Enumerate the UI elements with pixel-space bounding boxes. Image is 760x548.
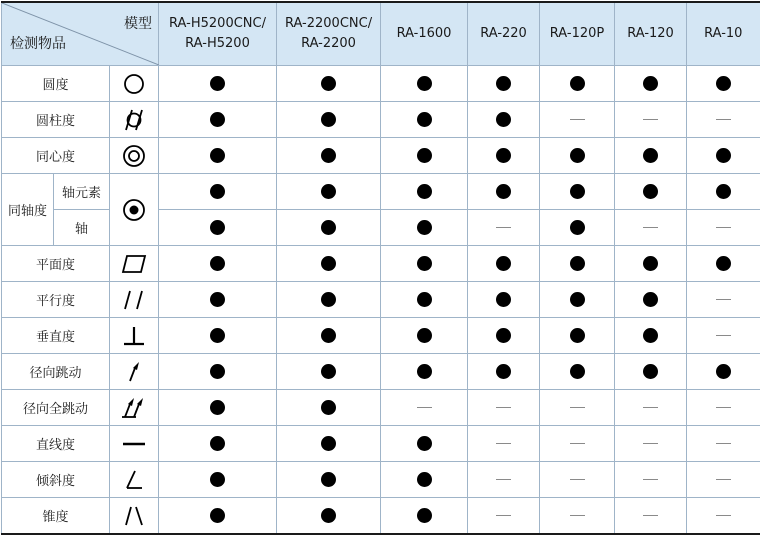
item-label: 径向全跳动 — [2, 390, 110, 426]
value-cell — [540, 138, 615, 174]
value-cell — [615, 318, 687, 354]
value-cell — [687, 102, 760, 138]
supported-dot — [210, 148, 225, 163]
header-row — [2, 2, 760, 66]
value-cell — [540, 174, 615, 210]
value-cell — [277, 354, 381, 390]
supported-dot — [210, 400, 225, 415]
value-cell — [687, 282, 760, 318]
table-row — [2, 66, 760, 102]
supported-dot — [496, 364, 511, 379]
model-header: RA-10 — [687, 2, 760, 66]
value-cell — [468, 282, 540, 318]
value-cell — [277, 66, 381, 102]
model-header: RA-220 — [468, 2, 540, 66]
circularity-icon — [110, 66, 159, 102]
value-cell — [468, 498, 540, 535]
value-cell — [381, 498, 468, 535]
not-supported-dash — [570, 515, 585, 516]
value-cell — [381, 318, 468, 354]
supported-dot — [321, 148, 336, 163]
model-header — [277, 2, 381, 66]
value-cell — [540, 318, 615, 354]
supported-dot — [496, 328, 511, 343]
value-cell — [615, 66, 687, 102]
not-supported-dash — [496, 479, 511, 480]
not-supported-dash — [643, 443, 658, 444]
value-cell — [159, 462, 277, 498]
supported-dot — [496, 112, 511, 127]
value-cell — [687, 246, 760, 282]
value-cell — [277, 210, 381, 246]
value-cell — [615, 102, 687, 138]
not-supported-dash — [716, 515, 731, 516]
supported-dot — [321, 364, 336, 379]
not-supported-dash — [716, 407, 731, 408]
supported-dot — [210, 292, 225, 307]
not-supported-dash — [716, 443, 731, 444]
supported-dot — [643, 292, 658, 307]
value-cell — [277, 246, 381, 282]
model-name: RA-H5200CNC/ — [169, 16, 266, 31]
value-cell — [468, 174, 540, 210]
supported-dot — [570, 220, 585, 235]
not-supported-dash — [496, 443, 511, 444]
supported-dot — [496, 292, 511, 307]
value-cell — [687, 462, 760, 498]
supported-dot — [321, 76, 336, 91]
supported-dot — [496, 184, 511, 199]
value-cell — [615, 498, 687, 535]
value-cell — [277, 102, 381, 138]
table-row — [2, 498, 760, 535]
value-cell — [381, 174, 468, 210]
supported-dot — [496, 256, 511, 271]
supported-dot — [321, 436, 336, 451]
supported-dot — [417, 256, 432, 271]
value-cell — [468, 246, 540, 282]
supported-dot — [570, 364, 585, 379]
value-cell — [159, 138, 277, 174]
supported-dot — [321, 112, 336, 127]
value-cell — [159, 426, 277, 462]
supported-dot — [417, 184, 432, 199]
value-cell — [687, 498, 760, 535]
table-row — [2, 354, 760, 390]
not-supported-dash — [716, 299, 731, 300]
value-cell — [615, 354, 687, 390]
value-cell — [381, 390, 468, 426]
value-cell — [468, 354, 540, 390]
supported-dot — [417, 148, 432, 163]
value-cell — [687, 390, 760, 426]
coaxiality-icon — [110, 174, 159, 246]
supported-dot — [716, 256, 731, 271]
supported-dot — [570, 148, 585, 163]
value-cell — [687, 66, 760, 102]
value-cell — [468, 210, 540, 246]
value-cell — [615, 462, 687, 498]
not-supported-dash — [496, 407, 511, 408]
not-supported-dash — [570, 443, 585, 444]
supported-dot — [417, 436, 432, 451]
value-cell — [540, 462, 615, 498]
supported-dot — [321, 220, 336, 235]
item-label: 圆度 — [2, 66, 110, 102]
supported-dot — [570, 184, 585, 199]
value-cell — [159, 390, 277, 426]
supported-dot — [643, 256, 658, 271]
value-cell — [277, 174, 381, 210]
supported-dot — [643, 148, 658, 163]
not-supported-dash — [570, 407, 585, 408]
not-supported-dash — [716, 335, 731, 336]
value-cell — [381, 210, 468, 246]
value-cell — [381, 102, 468, 138]
supported-dot — [321, 184, 336, 199]
total-runout-icon — [110, 390, 159, 426]
value-cell — [159, 66, 277, 102]
corner-item-label: 检测物品 — [10, 36, 66, 52]
value-cell — [540, 354, 615, 390]
corner-model-label: 模型 — [124, 16, 153, 32]
value-cell — [381, 426, 468, 462]
table-row — [2, 102, 760, 138]
value-cell — [468, 318, 540, 354]
not-supported-dash — [570, 479, 585, 480]
value-cell — [159, 246, 277, 282]
item-label: 圆柱度 — [2, 102, 110, 138]
value-cell — [615, 426, 687, 462]
supported-dot — [716, 148, 731, 163]
value-cell — [615, 174, 687, 210]
flatness-icon — [110, 246, 159, 282]
value-cell — [277, 498, 381, 535]
value-cell — [468, 66, 540, 102]
model-name: RA-2200CNC/ — [284, 16, 373, 31]
supported-dot — [210, 508, 225, 523]
not-supported-dash — [643, 119, 658, 120]
corner-header — [2, 2, 159, 66]
value-cell — [687, 138, 760, 174]
value-cell — [615, 390, 687, 426]
perpendicularity-icon — [110, 318, 159, 354]
not-supported-dash — [496, 227, 511, 228]
supported-dot — [210, 184, 225, 199]
table-row — [2, 426, 760, 462]
supported-dot — [643, 364, 658, 379]
value-cell — [381, 138, 468, 174]
value-cell — [615, 246, 687, 282]
value-cell — [687, 426, 760, 462]
table-row — [2, 174, 760, 210]
supported-dot — [716, 184, 731, 199]
value-cell — [277, 390, 381, 426]
not-supported-dash — [716, 227, 731, 228]
value-cell — [159, 498, 277, 535]
taper-icon — [110, 498, 159, 535]
item-label: 平行度 — [2, 282, 110, 318]
supported-dot — [321, 400, 336, 415]
value-cell — [277, 318, 381, 354]
value-cell — [687, 318, 760, 354]
model-name-alt: RA-H5200 — [185, 36, 250, 51]
not-supported-dash — [643, 479, 658, 480]
supported-dot — [321, 256, 336, 271]
value-cell — [159, 102, 277, 138]
item-label: 锥度 — [2, 498, 110, 535]
straightness-icon — [110, 426, 159, 462]
supported-dot — [417, 112, 432, 127]
item-label: 垂直度 — [2, 318, 110, 354]
table-row — [2, 318, 760, 354]
value-cell — [687, 174, 760, 210]
value-cell — [277, 426, 381, 462]
spec-table — [1, 1, 760, 535]
value-cell — [159, 210, 277, 246]
not-supported-dash — [643, 407, 658, 408]
not-supported-dash — [643, 515, 658, 516]
supported-dot — [417, 220, 432, 235]
item-label: 径向跳动 — [2, 354, 110, 390]
supported-dot — [716, 364, 731, 379]
sub-item-label: 轴 — [54, 210, 110, 246]
table-row — [2, 282, 760, 318]
supported-dot — [643, 76, 658, 91]
cylindricity-icon — [110, 102, 159, 138]
supported-dot — [570, 328, 585, 343]
value-cell — [540, 102, 615, 138]
model-header — [159, 2, 277, 66]
supported-dot — [210, 472, 225, 487]
supported-dot — [210, 256, 225, 271]
value-cell — [540, 246, 615, 282]
supported-dot — [417, 292, 432, 307]
supported-dot — [570, 292, 585, 307]
value-cell — [277, 282, 381, 318]
value-cell — [381, 462, 468, 498]
supported-dot — [570, 256, 585, 271]
not-supported-dash — [643, 227, 658, 228]
supported-dot — [643, 184, 658, 199]
value-cell — [277, 462, 381, 498]
not-supported-dash — [716, 119, 731, 120]
supported-dot — [321, 292, 336, 307]
supported-dot — [417, 472, 432, 487]
not-supported-dash — [716, 479, 731, 480]
value-cell — [468, 390, 540, 426]
item-label: 同轴度 — [2, 174, 54, 246]
value-cell — [540, 390, 615, 426]
value-cell — [540, 498, 615, 535]
angularity-icon — [110, 462, 159, 498]
item-label: 倾斜度 — [2, 462, 110, 498]
supported-dot — [417, 364, 432, 379]
parallelism-icon — [110, 282, 159, 318]
supported-dot — [210, 112, 225, 127]
supported-dot — [570, 76, 585, 91]
value-cell — [468, 462, 540, 498]
value-cell — [687, 354, 760, 390]
table-row — [2, 462, 760, 498]
supported-dot — [496, 76, 511, 91]
supported-dot — [496, 148, 511, 163]
supported-dot — [321, 508, 336, 523]
value-cell — [540, 426, 615, 462]
supported-dot — [417, 328, 432, 343]
value-cell — [468, 426, 540, 462]
value-cell — [540, 210, 615, 246]
table-row — [2, 246, 760, 282]
supported-dot — [643, 328, 658, 343]
supported-dot — [210, 364, 225, 379]
supported-dot — [716, 76, 731, 91]
value-cell — [540, 282, 615, 318]
sub-item-label: 轴元素 — [54, 174, 110, 210]
supported-dot — [210, 328, 225, 343]
model-header: RA-1600 — [381, 2, 468, 66]
supported-dot — [210, 76, 225, 91]
supported-dot — [210, 436, 225, 451]
not-supported-dash — [570, 119, 585, 120]
value-cell — [159, 318, 277, 354]
not-supported-dash — [496, 515, 511, 516]
item-label: 平面度 — [2, 246, 110, 282]
value-cell — [687, 210, 760, 246]
circular-runout-icon — [110, 354, 159, 390]
value-cell — [540, 66, 615, 102]
value-cell — [615, 138, 687, 174]
value-cell — [615, 282, 687, 318]
item-label: 同心度 — [2, 138, 110, 174]
supported-dot — [417, 76, 432, 91]
model-name-alt: RA-2200 — [301, 36, 356, 51]
table-row — [2, 390, 760, 426]
value-cell — [277, 138, 381, 174]
supported-dot — [417, 508, 432, 523]
model-header: RA-120 — [615, 2, 687, 66]
supported-dot — [321, 472, 336, 487]
value-cell — [468, 102, 540, 138]
not-supported-dash — [417, 407, 432, 408]
supported-dot — [321, 328, 336, 343]
item-label: 直线度 — [2, 426, 110, 462]
value-cell — [381, 282, 468, 318]
value-cell — [468, 138, 540, 174]
value-cell — [159, 282, 277, 318]
concentricity-icon — [110, 138, 159, 174]
value-cell — [615, 210, 687, 246]
value-cell — [381, 246, 468, 282]
supported-dot — [210, 220, 225, 235]
value-cell — [381, 66, 468, 102]
table-row — [2, 138, 760, 174]
value-cell — [159, 354, 277, 390]
model-header: RA-120P — [540, 2, 615, 66]
value-cell — [381, 354, 468, 390]
value-cell — [159, 174, 277, 210]
